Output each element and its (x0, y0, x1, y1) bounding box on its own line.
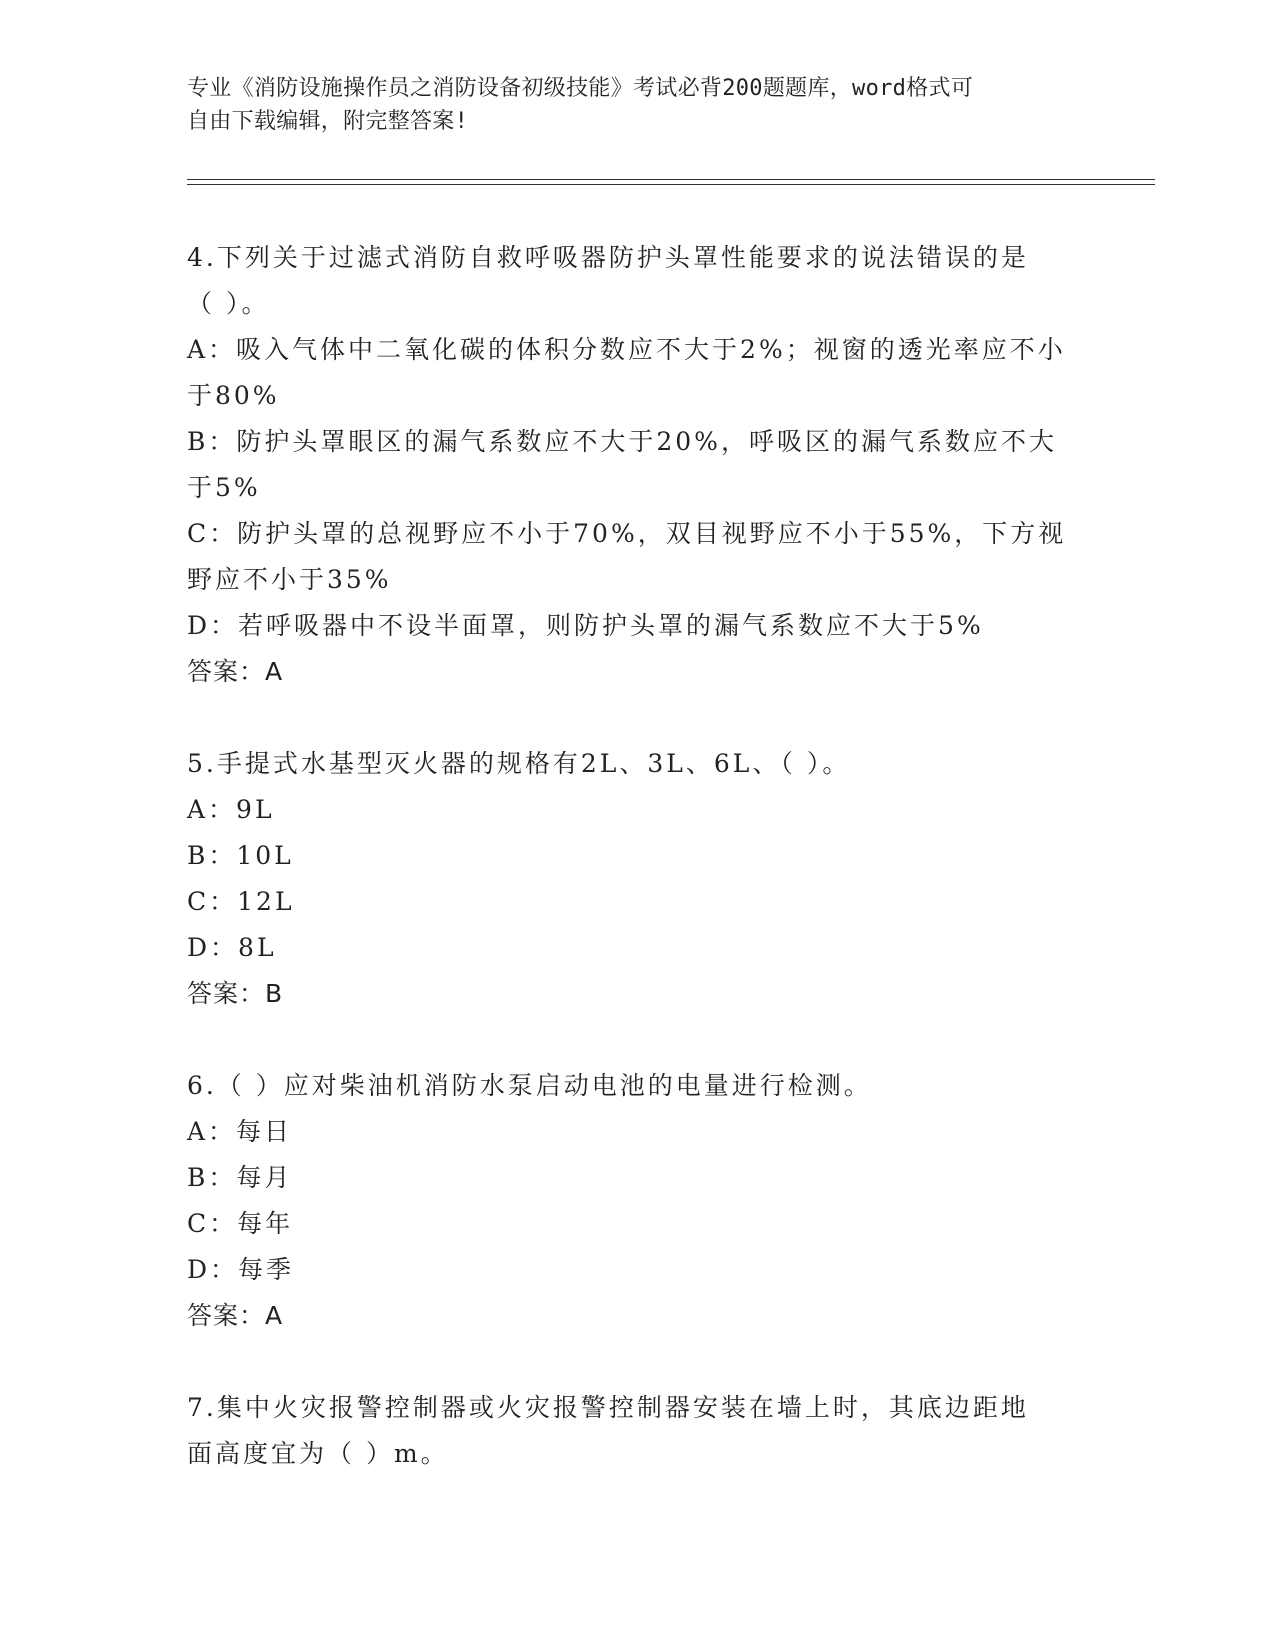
option-b-continued: 于5% (187, 473, 261, 502)
option-c: C：12L (187, 887, 295, 916)
question-6 (187, 1063, 1087, 1339)
spacer (187, 1339, 1087, 1385)
option-a-continued: 于80% (187, 381, 280, 410)
question-stem: 5.手提式水基型灭火器的规格有2L、3L、6L、（ ）。 (187, 749, 851, 778)
option-a: A：吸入气体中二氧化碳的体积分数应不大于2%；视窗的透光率应不小 (187, 335, 1066, 364)
question-stem: 面高度宜为（ ）m。 (187, 1439, 449, 1468)
question-stem: 6.（ ）应对柴油机消防水泵启动电池的电量进行检测。 (187, 1071, 872, 1100)
answer: 答案：A (187, 1301, 284, 1330)
option-d: D：8L (187, 933, 277, 962)
header-line-2: 自由下载编辑，附完整答案! (187, 109, 469, 134)
option-c-continued: 野应不小于35% (187, 565, 392, 594)
question-7 (187, 1385, 1087, 1477)
spacer (187, 695, 1087, 741)
question-stem: （ ）。 (187, 289, 270, 318)
option-a: A：9L (187, 795, 275, 824)
question-stem: 4.下列关于过滤式消防自救呼吸器防护头罩性能要求的说法错误的是 (187, 243, 1029, 272)
header-divider-top (187, 179, 1155, 180)
answer: 答案：A (187, 657, 284, 686)
option-b: B：每月 (187, 1163, 293, 1192)
option-a: A：每日 (187, 1117, 293, 1146)
document-header (187, 72, 1067, 138)
option-d: D：每季 (187, 1255, 295, 1284)
header-divider-bottom (187, 184, 1155, 185)
spacer (187, 1017, 1087, 1063)
question-5 (187, 741, 1087, 1017)
option-c: C：防护头罩的总视野应不小于70%，双目视野应不小于55%，下方视 (187, 519, 1067, 548)
option-c: C：每年 (187, 1209, 294, 1238)
option-d: D：若呼吸器中不设半面罩，则防护头罩的漏气系数应不大于5% (187, 611, 984, 640)
option-b: B：10L (187, 841, 294, 870)
question-stem: 7.集中火灾报警控制器或火灾报警控制器安装在墙上时，其底边距地 (187, 1393, 1029, 1422)
answer: 答案：B (187, 979, 284, 1008)
question-4 (187, 235, 1087, 695)
question-list (187, 235, 1087, 1477)
option-b: B：防护头罩眼区的漏气系数应不大于20%，呼吸区的漏气系数应不大 (187, 427, 1057, 456)
header-line-1: 专业《消防设施操作员之消防设备初级技能》考试必背200题题库，word格式可 (187, 76, 974, 101)
